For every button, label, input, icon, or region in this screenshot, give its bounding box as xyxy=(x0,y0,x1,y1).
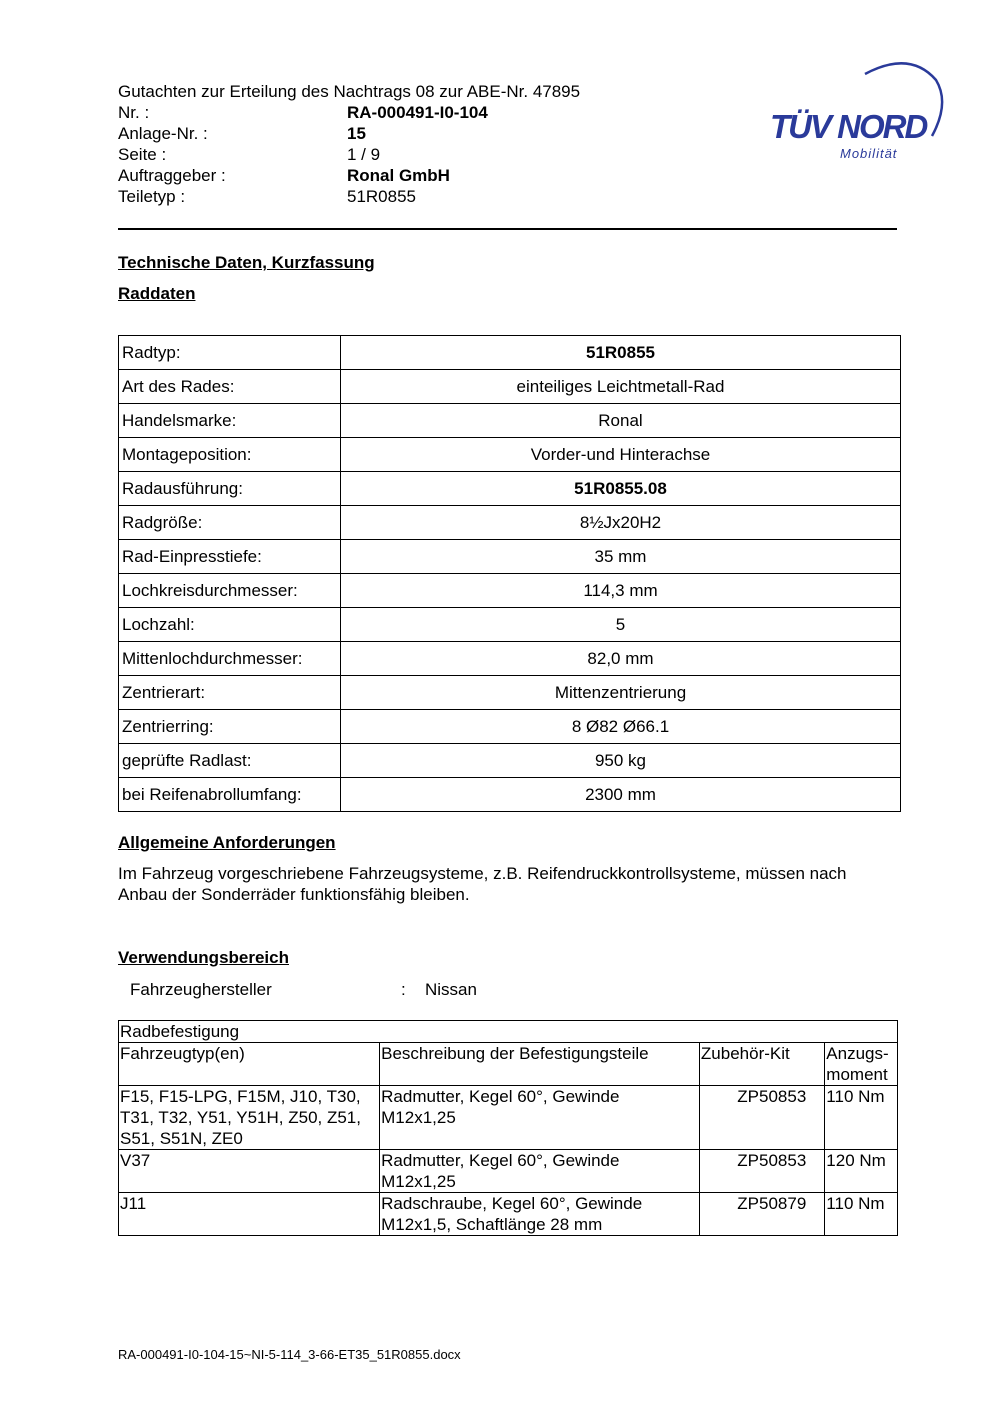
table-header-row: Fahrzeugtyp(en) Beschreibung der Befestigungsteile Zubehör-Kit Anzugs-moment xyxy=(119,1043,898,1086)
svg-text:TÜV NORD: TÜV NORD xyxy=(770,108,927,145)
document-title: Gutachten zur Erteilung des Nachtrags 08 zur ABE-Nr. 47895 xyxy=(118,82,581,101)
header-row-seite: Seite : 1 / 9 xyxy=(118,145,381,164)
table-row: Radtyp: 51R0855 xyxy=(119,336,901,370)
fahrzeughersteller-label: Fahrzeughersteller xyxy=(130,980,272,999)
heading-technische-daten: Technische Daten, Kurzfassung xyxy=(118,253,375,272)
heading-raddaten: Raddaten xyxy=(118,284,196,303)
table-row: Zentrierring: 8 Ø82 Ø66.1 xyxy=(119,710,901,744)
table-row: bei Reifenabrollumfang: 2300 mm xyxy=(119,778,901,812)
header-divider xyxy=(118,228,897,230)
allgemein-paragraph: Im Fahrzeug vorgeschriebene Fahrzeugsysteme, z.B. Reifendruckkontrollsysteme, müssen nach Anbau der Sonderräder funktionsfähig bleiben. xyxy=(118,864,847,904)
header-row-auftraggeber: Auftraggeber : Ronal GmbH xyxy=(118,166,450,185)
table-row: Rad-Einpresstiefe: 35 mm xyxy=(119,540,901,574)
tuv-nord-logo xyxy=(760,58,950,168)
footer-filename: RA-000491-I0-104-15~NI-5-114_3-66-ET35_51R0855.docx xyxy=(118,1347,461,1362)
table-row: V37 Radmutter, Kegel 60°, Gewinde M12x1,25 ZP50853 120 Nm xyxy=(119,1150,898,1193)
fahrzeughersteller-colon: : xyxy=(401,980,406,999)
header-row-anlage: Anlage-Nr. : 15 xyxy=(118,124,366,143)
table-row: geprüfte Radlast: 950 kg xyxy=(119,744,901,778)
table-row: Handelsmarke: Ronal xyxy=(119,404,901,438)
table-title-row: Radbefestigung xyxy=(119,1021,898,1043)
table-row: Montageposition: Vorder-und Hinterachse xyxy=(119,438,901,472)
heading-allgemeine-anforderungen: Allgemeine Anforderungen xyxy=(118,833,336,852)
table-row: Zentrierart: Mittenzentrierung xyxy=(119,676,901,710)
heading-verwendungsbereich: Verwendungsbereich xyxy=(118,948,289,967)
fahrzeughersteller-value: Nissan xyxy=(425,980,477,999)
svg-text:Mobilität: Mobilität xyxy=(840,146,898,161)
table-row: Mittenlochdurchmesser: 82,0 mm xyxy=(119,642,901,676)
table-row: F15, F15-LPG, F15M, J10, T30, T31, T32, Y51, Y51H, Z50, Z51, S51, S51N, ZE0 Radmutter, Kegel 60°, Gewinde M12x1,25 ZP50853 110 Nm xyxy=(119,1086,898,1150)
radbefestigung-table xyxy=(118,1020,898,1236)
header-row-teiletyp: Teiletyp : 51R0855 xyxy=(118,187,417,206)
table-row: Lochkreisdurchmesser: 114,3 mm xyxy=(119,574,901,608)
table-row: Radausführung: 51R0855.08 xyxy=(119,472,901,506)
table-row: Art des Rades: einteiliges Leichtmetall-Rad xyxy=(119,370,901,404)
table-row: Radgröße: 8½Jx20H2 xyxy=(119,506,901,540)
table-row: Lochzahl: 5 xyxy=(119,608,901,642)
header-row-nr: Nr. : RA-000491-I0-104 xyxy=(118,103,488,122)
raddaten-table xyxy=(118,335,901,812)
table-row: J11 Radschraube, Kegel 60°, Gewinde M12x1,5, Schaftlänge 28 mm ZP50879 110 Nm xyxy=(119,1193,898,1236)
